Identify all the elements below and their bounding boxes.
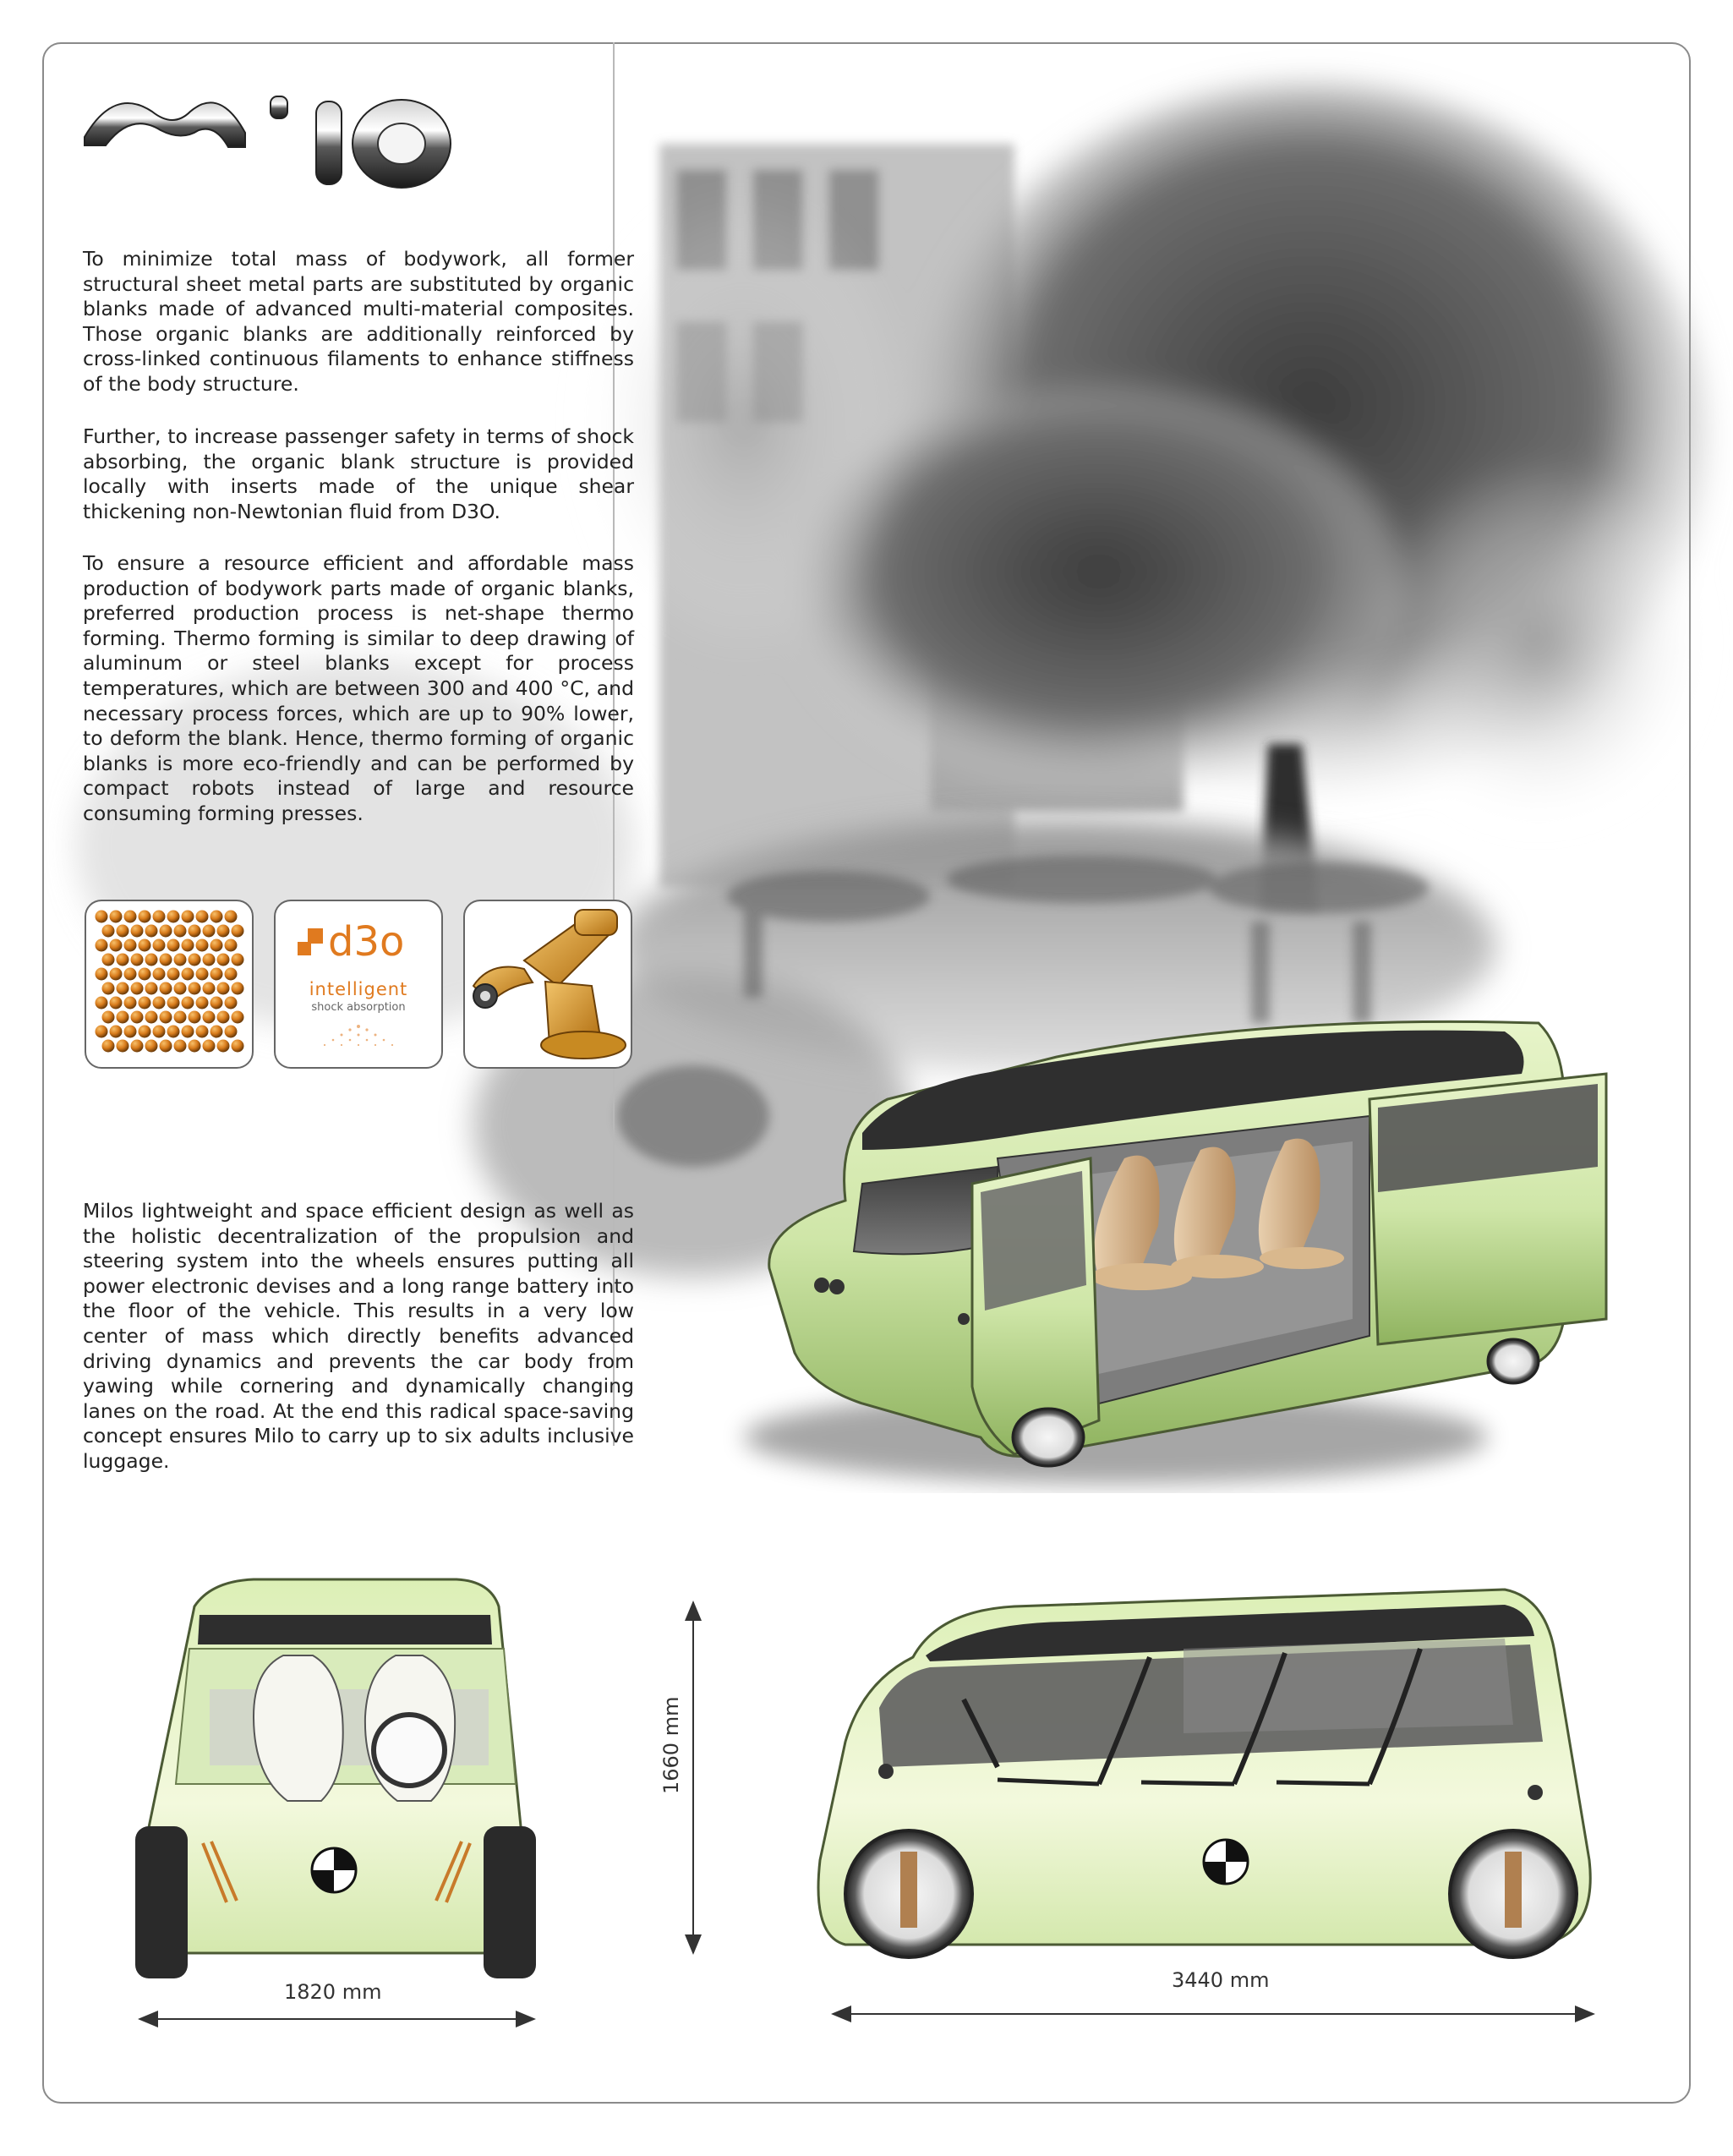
milo-front-view (135, 1579, 536, 1978)
height-dimension-label: 1660 mm (659, 1696, 683, 1794)
d3o-wordmark: d3o (328, 918, 405, 966)
paragraph-thermo-forming: To ensure a resource efficient and affordable mass production of bodywork parts made of organic blanks, preferred production process is net-shape thermo forming. Thermo forming is similar to deep drawing of aluminum or steel blanks except for process temperatures, which are between 300 and 400 °C, and necessary process forces, which are up to 90% lower, to deform the blank. Hence, thermo forming of organic blanks is more eco-friendly and can be performed by compact robots instead of large and resource consuming forming presses. (83, 551, 634, 825)
d3o-subline: shock absorption (311, 1001, 406, 1014)
paragraph-passenger-safety: Further, to increase passenger safety in terms of shock absorbing, the organic blank structure is provided locally with inserts made of the unique shear thickening non-Newtonian fluid from D3O. (83, 424, 634, 523)
width-dimension-label: 1820 mm (284, 1980, 382, 2004)
paragraph-space-efficiency: Milos lightweight and space efficient design as well as the holistic decentralization of the propulsion and steering system into the wheels ensures putting all power electronic devises and a long range battery into the floor of the vehicle. This results in a very low center of mass which directly benefits advanced driving dynamics and prevents the car body from yawing while cornering and dynamically changing lanes on the road. At the end this radical space-saving concept ensures Milo to carry up to six adults inclusive luggage. (83, 1199, 634, 1473)
d3o-tagline: intelligent (309, 979, 408, 999)
paragraph-organic-blanks: To minimize total mass of bodywork, all former structural sheet metal parts are substituted by organic blanks made of advanced multi-material composites. Those organic blanks are additionally reinforced by cross-linked continuous filaments to enhance stiffness of the body structure. (83, 247, 634, 396)
length-dimension-label: 3440 mm (1172, 1968, 1270, 1992)
milo-perspective-car (744, 1021, 1606, 1484)
milo-side-view (818, 1590, 1590, 1957)
